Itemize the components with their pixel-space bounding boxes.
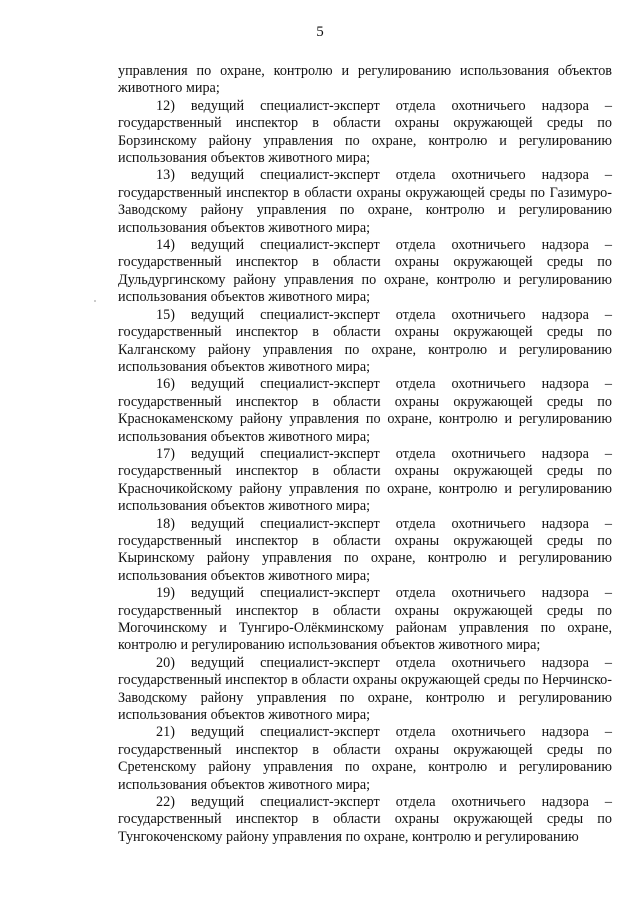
list-item-19: 19) ведущий специалист-эксперт отдела охотничьего надзора – государственный инспектор в области охраны окружающей среды по Могочинскому и Тунгиро-Олёкминскому районам управления по охране, контролю и регулированию использования объектов животного мира; bbox=[118, 585, 612, 654]
list-item-17: 17) ведущий специалист-эксперт отдела охотничьего надзора – государственный инспектор в области охраны окружающей среды по Красночикойскому району управления по охране, контролю и регулированию использования объектов животного мира; bbox=[118, 445, 612, 515]
list-item-20: 20) ведущий специалист-эксперт отдела охотничьего надзора – государственный инспектор в области охраны окружающей среды по Нерчинско-Заводскому району управления по охране, контролю и регулированию использования объектов животного мира; bbox=[118, 654, 612, 724]
list-item-18: 18) ведущий специалист-эксперт отдела охотничьего надзора – государственный инспектор в области охраны окружающей среды по Кыринскому району управления по охране, контролю и регулированию использования объектов животного мира; bbox=[118, 515, 612, 584]
list-item-14: 14) ведущий специалист-эксперт отдела охотничьего надзора – государственный инспектор в области охраны окружающей среды по Дульдургинскому району управления по охране, контролю и регулированию использования объектов животного мира; bbox=[118, 237, 612, 306]
scan-speck bbox=[94, 300, 96, 302]
page-number: 5 bbox=[316, 24, 324, 40]
list-item-22: 22) ведущий специалист-эксперт отдела охотничьего надзора – государственный инспектор в области охраны окружающей среды по Тунгокоченскому району управления по охране, контролю и регулированию bbox=[118, 794, 612, 845]
paragraph-continuation: управления по охране, контролю и регулированию использования объектов животного мира; bbox=[118, 63, 612, 97]
list-item-12: 12) ведущий специалист-эксперт отдела охотничьего надзора – государственный инспектор в области охраны окружающей среды по Борзинскому району управления по охране, контролю и регулированию использования объектов животного мира; bbox=[118, 97, 612, 167]
list-item-13: 13) ведущий специалист-эксперт отдела охотничьего надзора – государственный инспектор в области охраны окружающей среды по Газимуро-Заводскому району управления по охране, контролю и регулированию использования объектов животного мира; bbox=[118, 167, 612, 236]
list-item-21: 21) ведущий специалист-эксперт отдела охотничьего надзора – государственный инспектор в области охраны окружающей среды по Сретенскому району управления по охране, контролю и регулированию использования объектов животного мира; bbox=[118, 724, 612, 793]
document-body bbox=[118, 63, 612, 846]
list-item-15: 15) ведущий специалист-эксперт отдела охотничьего надзора – государственный инспектор в области охраны окружающей среды по Калганскому району управления по охране, контролю и регулированию использования объектов животного мира; bbox=[118, 306, 612, 375]
list-item-16: 16) ведущий специалист-эксперт отдела охотничьего надзора – государственный инспектор в области охраны окружающей среды по Краснокаменскому району управления по охране, контролю и регулированию использования объектов животного мира; bbox=[118, 376, 612, 445]
